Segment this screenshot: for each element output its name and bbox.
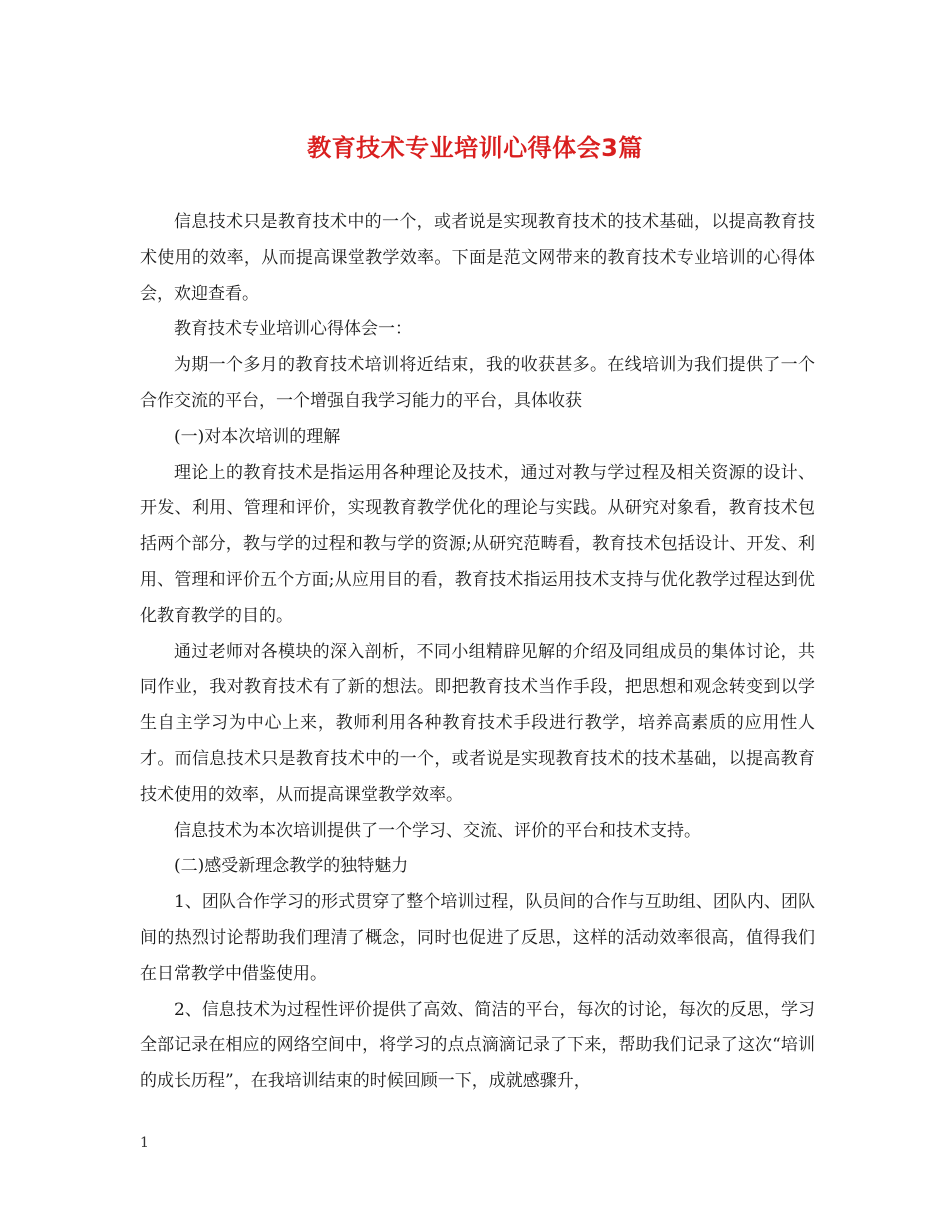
paragraph-point-two: 2、信息技术为过程性评价提供了高效、简洁的平台，每次的讨论，每次的反思，学习全部记录在相应的网络空间中，将学习的点点滴滴记录了下来，帮助我们记录了这次“培训的成长历程”，在我培训结束的时候回顾一下，成就感骤升， <box>140 999 815 1092</box>
document-body <box>140 205 815 1100</box>
paragraph-point-one: 1、团队合作学习的形式贯穿了整个培训过程，队员间的合作与互助组、团队内、团队间的热烈讨论帮助我们理清了概念，同时也促进了反思，这样的活动效率很高，值得我们在日常教学中借鉴使用。 <box>140 892 815 984</box>
paragraph-it-platform: 信息技术为本次培训提供了一个学习、交流、评价的平台和技术支持。 <box>174 820 701 841</box>
paragraph-intro: 信息技术只是教育技术中的一个，或者说是实现教育技术的技术基础，以提高教育技术使用的效率，从而提高课堂教学效率。下面是范文网带来的教育技术专业培训的心得体会，欢迎查看。 <box>140 212 815 304</box>
paragraph-subheading-understanding: (一)对本次培训的理解 <box>174 426 341 447</box>
paragraph-module-discussion: 通过老师对各模块的深入剖析，不同小组精辟见解的介绍及同组成员的集体讨论，共同作业，我对教育技术有了新的想法。即把教育技术当作手段，把思想和观念转变到以学生自主学习为中心上来，教师利用各种教育技术手段进行教学，培养高素质的应用性人才。而信息技术只是教育技术中的一个，或者说是实现教育技术的技术基础，以提高教育技术使用的效率，从而提高课堂教学效率。 <box>140 641 815 805</box>
paragraph-subheading-charm: (二)感受新理念教学的独特魅力 <box>174 856 409 877</box>
paragraph-section-heading-one: 教育技术专业培训心得体会一： <box>174 319 412 340</box>
paragraph-training-summary: 为期一个多月的教育技术培训将近结束，我的收获甚多。在线培训为我们提供了一个合作交流的平台，一个增强自我学习能力的平台，具体收获 <box>140 355 815 411</box>
document-title: 教育技术专业培训心得体会3篇 <box>307 134 643 162</box>
paragraph-theory: 理论上的教育技术是指运用各种理论及技术，通过对教与学过程及相关资源的设计、开发、利用、管理和评价，实现教育教学优化的理论与实践。从研究对象看，教育技术包括两个部分，教与学的过程和教与学的资源;从研究范畴看，教育技术包括设计、开发、利用、管理和评价五个方面;从应用目的看，教育技术指运用技术支持与优化教学过程达到优化教育教学的目的。 <box>140 462 815 626</box>
page-number: 1 <box>140 1135 149 1151</box>
